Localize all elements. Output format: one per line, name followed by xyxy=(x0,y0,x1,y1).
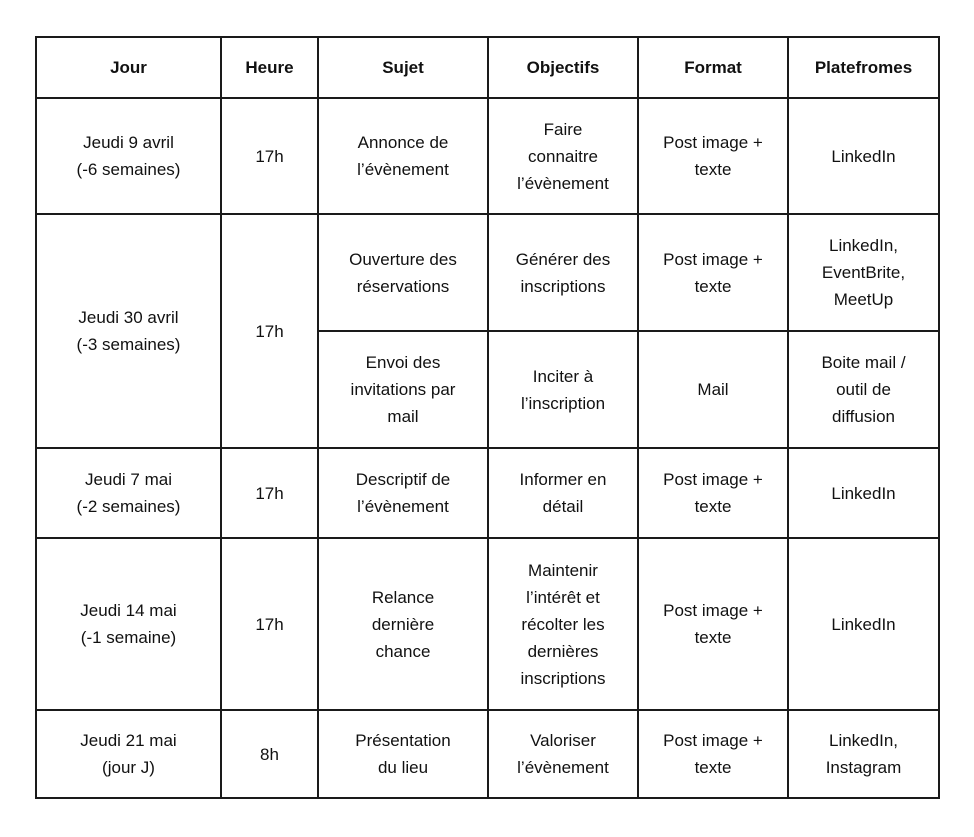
header-objectifs: Objectifs xyxy=(488,37,638,98)
cell-format: Post image + texte xyxy=(638,98,788,214)
cell-format: Post image + texte xyxy=(638,538,788,710)
header-plateformes: Platefromes xyxy=(788,37,939,98)
cell-format: Mail xyxy=(638,331,788,448)
table-row xyxy=(36,98,939,214)
cell-objectifs: Valoriser l’évènement xyxy=(488,710,638,798)
header-sujet: Sujet xyxy=(318,37,488,98)
cell-sujet: Ouverture des réservations xyxy=(318,214,488,331)
cell-objectifs: Inciter à l’inscription xyxy=(488,331,638,448)
cell-sujet: Envoi des invitations par mail xyxy=(318,331,488,448)
cell-plateformes: LinkedIn xyxy=(788,448,939,538)
cell-sujet: Annonce de l’évènement xyxy=(318,98,488,214)
cell-sujet: Relance dernière chance xyxy=(318,538,488,710)
cell-objectifs: Générer des inscriptions xyxy=(488,214,638,331)
header-row xyxy=(36,37,939,98)
cell-plateformes: LinkedIn xyxy=(788,98,939,214)
cell-heure: 17h xyxy=(221,98,318,214)
cell-sujet: Présentation du lieu xyxy=(318,710,488,798)
cell-sujet: Descriptif de l’évènement xyxy=(318,448,488,538)
cell-plateformes: LinkedIn, EventBrite, MeetUp xyxy=(788,214,939,331)
table-row xyxy=(36,214,939,331)
cell-objectifs: Informer en détail xyxy=(488,448,638,538)
cell-jour: Jeudi 21 mai (jour J) xyxy=(36,710,221,798)
schedule-table xyxy=(35,36,940,799)
cell-heure: 17h xyxy=(221,538,318,710)
cell-format: Post image + texte xyxy=(638,710,788,798)
cell-jour: Jeudi 14 mai (-1 semaine) xyxy=(36,538,221,710)
cell-objectifs: Maintenir l’intérêt et récolter les dernières inscriptions xyxy=(488,538,638,710)
table-row xyxy=(36,538,939,710)
cell-heure: 17h xyxy=(221,448,318,538)
cell-jour: Jeudi 30 avril (-3 semaines) xyxy=(36,214,221,448)
table-row xyxy=(36,448,939,538)
cell-format: Post image + texte xyxy=(638,448,788,538)
header-format: Format xyxy=(638,37,788,98)
cell-format: Post image + texte xyxy=(638,214,788,331)
cell-heure: 8h xyxy=(221,710,318,798)
cell-jour: Jeudi 9 avril (-6 semaines) xyxy=(36,98,221,214)
cell-heure: 17h xyxy=(221,214,318,448)
header-heure: Heure xyxy=(221,37,318,98)
header-jour: Jour xyxy=(36,37,221,98)
table-row xyxy=(36,710,939,798)
cell-plateformes: LinkedIn, Instagram xyxy=(788,710,939,798)
cell-jour: Jeudi 7 mai (-2 semaines) xyxy=(36,448,221,538)
cell-plateformes: Boite mail / outil de diffusion xyxy=(788,331,939,448)
cell-plateformes: LinkedIn xyxy=(788,538,939,710)
cell-objectifs: Faire connaitre l’évènement xyxy=(488,98,638,214)
